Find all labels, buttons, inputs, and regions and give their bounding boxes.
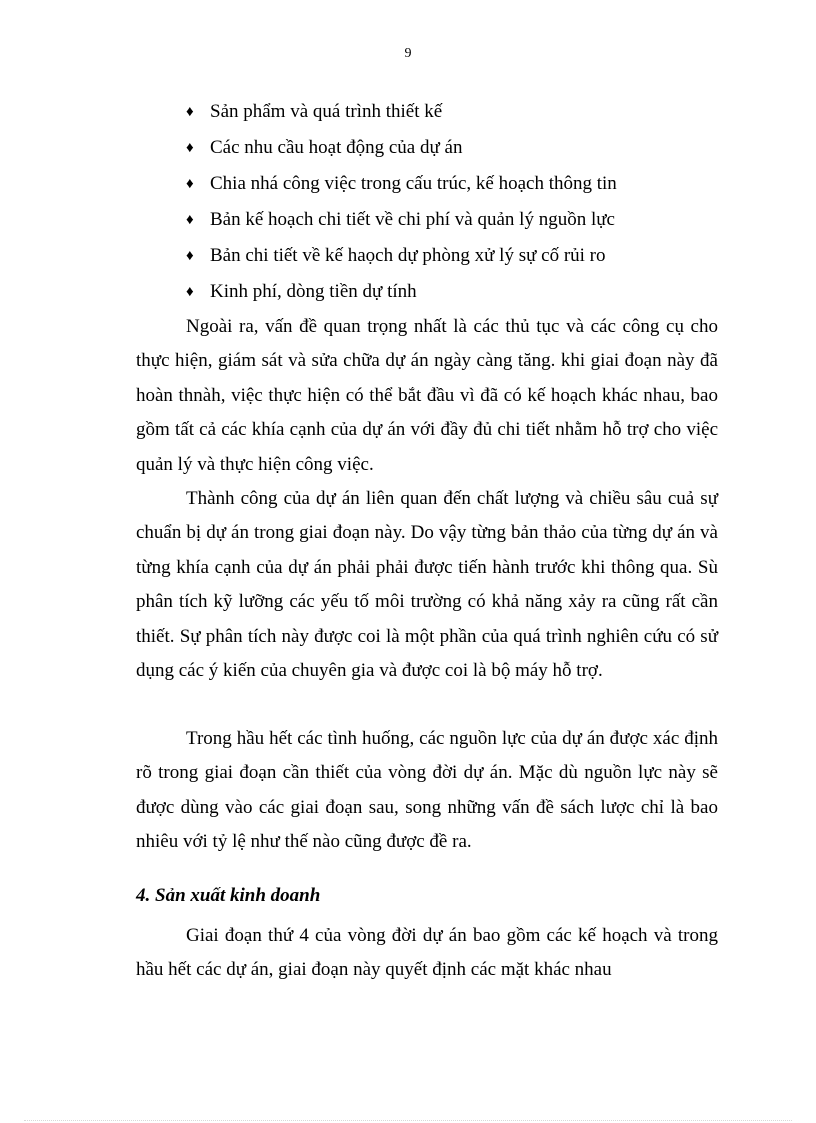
page-number: 9 — [404, 46, 412, 61]
body-paragraph: Thành công của dự án liên quan đến chất lượng và chiều sâu cuả sự chuẩn bị dự án trong giai đoạn này. Do vậy từng bản thảo của từng dự án và từng khía cạnh của dự án phải phải được tiến hành trước khi thông qua. Sù phân tích kỹ lưỡng các yếu tố môi trường có khả năng xảy ra cũng rất cần thiết. Sự phân tích này được coi là một phần của quá trình nghiên cứu có sử dụng các ý kiến của chuyên gia và được coi là bộ máy hỗ trợ. — [136, 488, 718, 682]
list-item-text: Bản chi tiết về kế haọch dự phòng xử lý sự cố rủi ro — [210, 245, 606, 266]
bullet-list — [186, 94, 617, 310]
diamond-bullet-icon: ♦ — [186, 284, 194, 300]
list-item-text: Chia nhá công việc trong cấu trúc, kế hoạch thông tin — [210, 173, 617, 194]
diamond-bullet-icon: ♦ — [186, 104, 194, 120]
list-item-text: Các nhu cầu hoạt động của dự án — [210, 137, 463, 158]
body-paragraph: Ngoài ra, vấn đề quan trọng nhất là các thủ tục và các công cụ cho thực hiện, giám sát và sửa chữa dự án ngày càng tăng. khi giai đoạn này đã hoàn thnàh, việc thực hiện có thể bắt đầu vì đã có kế hoạch khác nhau, bao gồm tất cả các khía cạnh của dự án với đầy đủ chi tiết nhằm hỗ trợ cho việc quản lý và thực hiện công việc. — [136, 316, 718, 475]
section-heading: 4. Sản xuất kinh doanh — [136, 885, 321, 906]
body-paragraph: Giai đoạn thứ 4 của vòng đời dự án bao gồm các kế hoạch và trong hầu hết các dự án, giai đoạn này quyết định các mặt khác nhau — [136, 925, 718, 981]
list-item-text: Sản phẩm và quá trình thiết kế — [210, 101, 443, 122]
list-item-text: Bản kế hoạch chi tiết về chi phí và quản lý nguồn lực — [210, 209, 615, 230]
diamond-bullet-icon: ♦ — [186, 176, 194, 192]
diamond-bullet-icon: ♦ — [186, 212, 194, 228]
list-item — [186, 130, 617, 166]
diamond-bullet-icon: ♦ — [186, 248, 194, 264]
list-item — [186, 166, 617, 202]
page-divider — [24, 1120, 792, 1121]
body-paragraph: Trong hầu hết các tình huống, các nguồn lực của dự án được xác định rõ trong giai đoạn cần thiết của vòng đời dự án. Mặc dù nguồn lực này sẽ được dùng vào các giai đoạn sau, song những vấn đề sách lược chỉ là bao nhiêu với tỷ lệ như thế nào cũng được đề ra. — [136, 728, 718, 853]
list-item — [186, 202, 617, 238]
list-item-text: Kinh phí, dòng tiền dự tính — [210, 281, 417, 302]
list-item — [186, 238, 617, 274]
diamond-bullet-icon: ♦ — [186, 140, 194, 156]
list-item — [186, 274, 617, 310]
list-item — [186, 94, 617, 130]
